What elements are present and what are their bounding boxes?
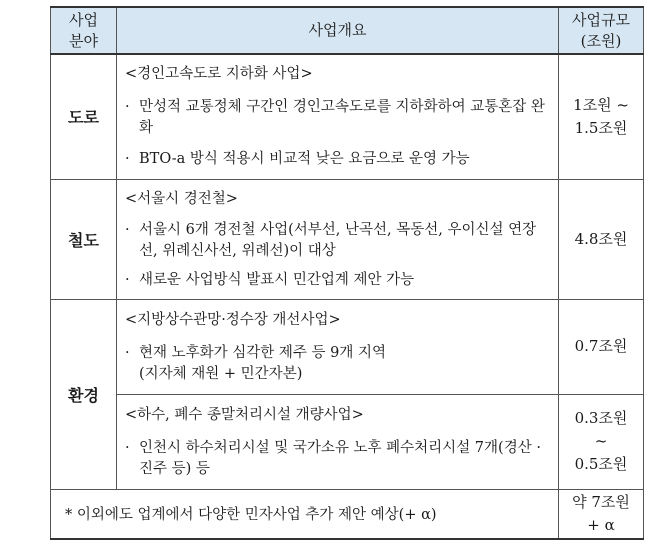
overview-road [117, 54, 559, 179]
scale-env-water: 0.7조원 [559, 299, 644, 394]
infrastructure-projects-table [50, 6, 644, 540]
scale-road: 1조원 ~ 1.5조원 [559, 54, 644, 179]
table-row-rail [51, 179, 644, 299]
list-item: · 만성적 교통정체 구간인 경인고속도로를 지하화하여 교통혼잡 완화 [125, 97, 550, 139]
list-item: · 서울시 6개 경전철 사업(서부선, 난곡선, 목동선, 우이신설 연장선, 위례신사선, 위례선)이 대상 [125, 220, 550, 262]
bullet-icon: · [125, 271, 130, 288]
bullet-icon: · [125, 439, 130, 456]
scale-total: 약 7조원 + α [559, 489, 644, 539]
header-scale: 사업규모 (조원) [559, 7, 644, 54]
footnote: * 이외에도 업계에서 다양한 민자사업 추가 제안 예상(+ α) [51, 489, 559, 539]
overview-env-sewage [117, 394, 559, 489]
project-title: <지방상수관망·정수장 개선사업> [125, 311, 341, 328]
table-row-env-sewage [51, 394, 644, 489]
list-item: · 새로운 사업방식 발표시 민간업계 제안 가능 [125, 270, 550, 291]
bullet-icon: · [125, 344, 130, 361]
table-row-env-water [51, 299, 644, 394]
bullet-icon: · [125, 99, 130, 116]
table-row-road [51, 54, 644, 179]
table-row-total [51, 489, 644, 539]
bullet-icon: · [125, 151, 130, 168]
scale-env-sewage: 0.3조원 ~ 0.5조원 [559, 394, 644, 489]
project-title: <하수, 폐수 종말처리시설 개량사업> [125, 406, 364, 423]
overview-rail [117, 179, 559, 299]
bullet-icon: · [125, 221, 130, 238]
header-overview: 사업개요 [117, 7, 559, 54]
category-road: 도로 [51, 54, 117, 179]
category-rail: 철도 [51, 179, 117, 299]
list-item: · BTO-a 방식 적용시 비교적 낮은 요금으로 운영 가능 [125, 149, 550, 170]
scale-rail: 4.8조원 [559, 179, 644, 299]
project-title: <서울시 경전철> [125, 190, 238, 207]
project-title: <경인고속도로 지하화 사업> [125, 66, 313, 83]
header-category: 사업 분야 [51, 7, 117, 54]
overview-env-water [117, 299, 559, 394]
list-item: · 현재 노후화가 심각한 제주 등 9개 지역 (지자체 재원 + 민간자본) [125, 343, 550, 385]
category-env: 환경 [51, 299, 117, 489]
list-item: · 인천시 하수처리시설 및 국가소유 노후 폐수처리시설 7개(경산 · 진주 등) 등 [125, 438, 550, 480]
